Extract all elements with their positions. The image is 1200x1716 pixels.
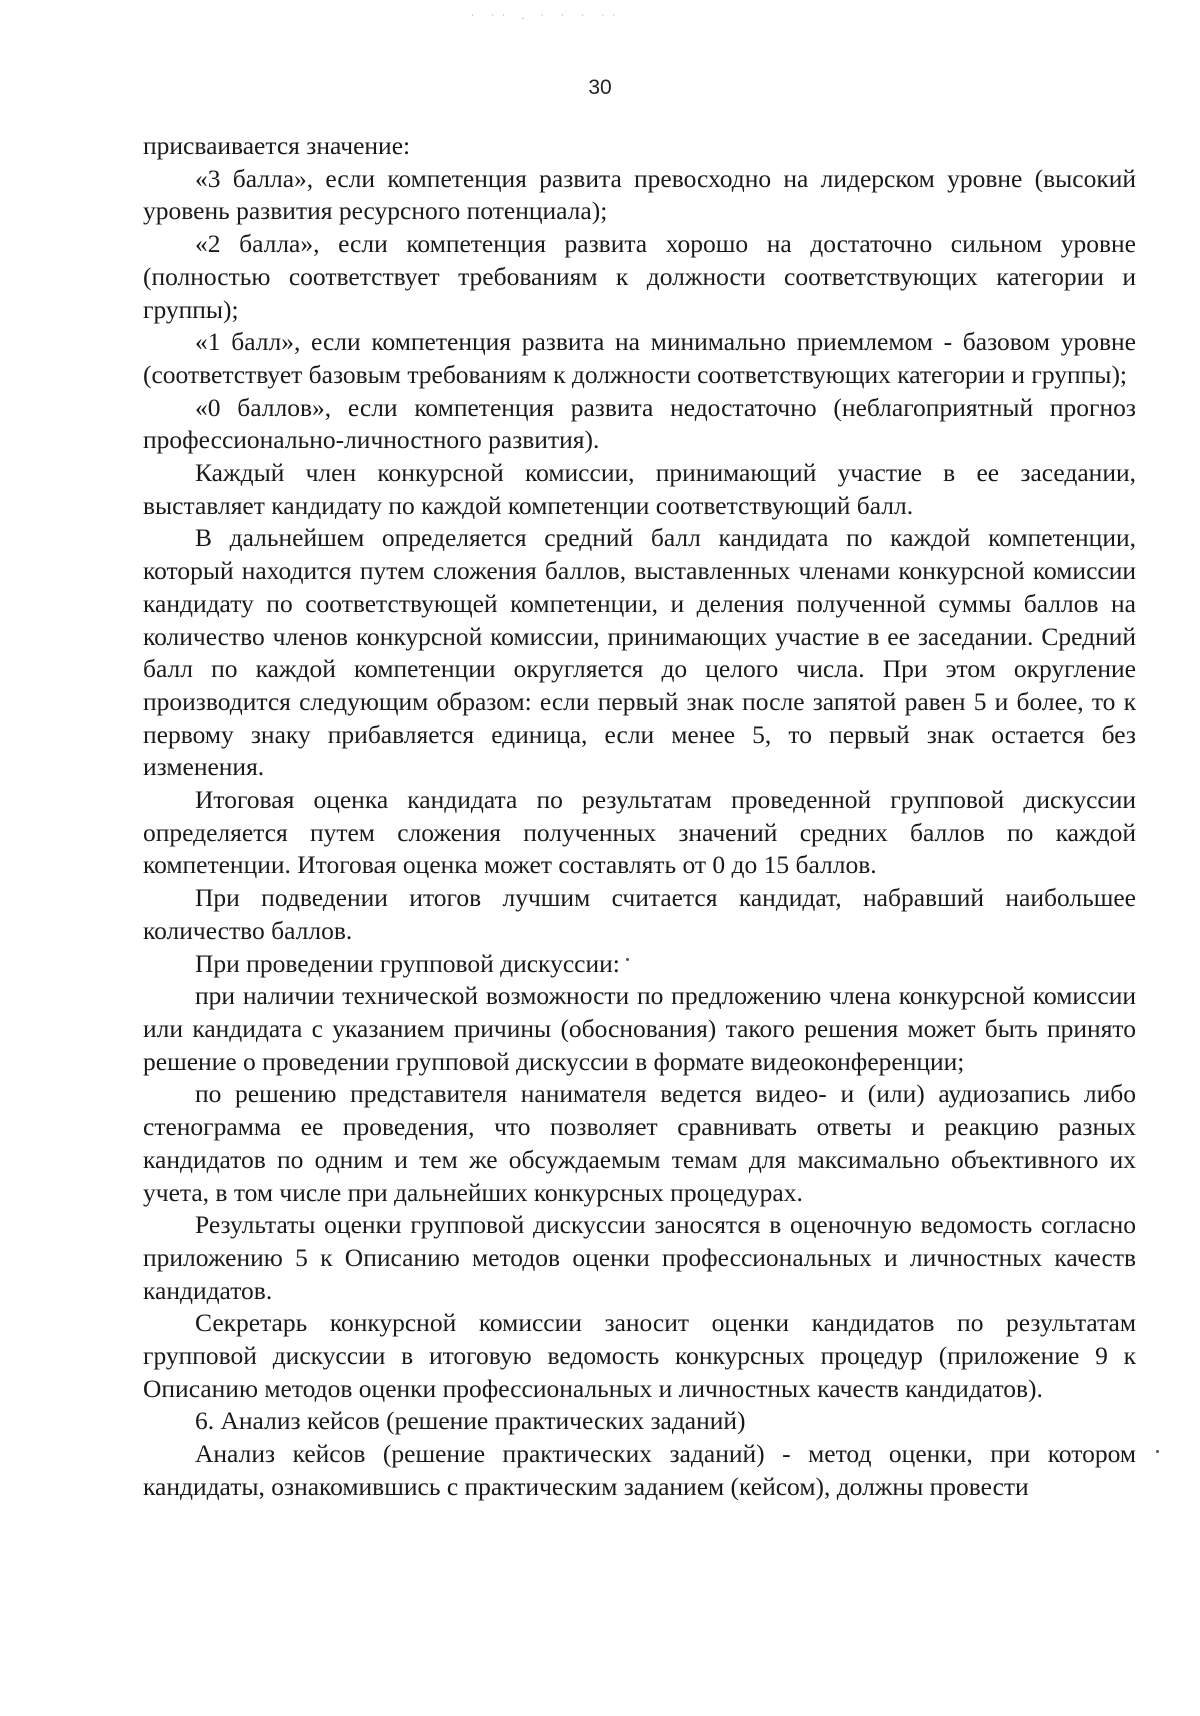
document-body (143, 130, 1136, 1504)
paragraph: Итоговая оценка кандидата по результатам проведенной групповой дискуссии определяется путем сложения полученных значений средних баллов по каждой компетенции. Итоговая оценка может составлять от 0 до 15 баллов. (143, 785, 1136, 880)
paragraph: «3 балла», если компетенция развита превосходно на лидерском уровне (высокий уровень развития ресурсного потенциала); (143, 163, 1136, 226)
paragraph: При проведении групповой дискуссии: (195, 948, 620, 978)
scan-dot (626, 958, 629, 961)
paragraph: Секретарь конкурсной комиссии заносит оценки кандидатов по результатам групповой дискуссии в итоговую ведомость конкурсных процедур (приложение 9 к Описанию методов оценки профессиональных и личностных качеств кандидатов). (143, 1308, 1136, 1403)
paragraph: Анализ кейсов (решение практических заданий) - метод оценки, при котором кандидаты, ознакомившись с практическим заданием (кейсом), должны провести (143, 1439, 1136, 1501)
paragraph: Результаты оценки групповой дискуссии заносятся в оценочную ведомость согласно приложению 5 к Описанию методов оценки профессиональных и личностных качеств кандидатов. (143, 1210, 1136, 1305)
page-number: 30 (588, 76, 612, 99)
paragraph: присваивается значение: (143, 131, 411, 160)
paragraph: «1 балл», если компетенция развита на минимально приемлемом - базовом уровне (соответствует базовым требованиям к должности соответствующих категории и группы); (143, 327, 1136, 389)
paragraph: В дальнейшем определяется средний балл кандидата по каждой компетенции, который находится путем сложения баллов, выставленных членами конкурсной комиссии кандидату по соответствующей компетенции, и деления полученной суммы баллов на количество членов конкурсной комиссии, принимающих участие в ее заседании. Средний балл по каждой компетенции округляется до целого числа. При этом округление производится следующим образом: если первый знак после запятой равен 5 и более, то к первому знаку прибавляется единица, если менее 5, то первый знак остается без изменения. (143, 523, 1136, 782)
scan-dot (1156, 1450, 1159, 1453)
paragraph: «0 баллов», если компетенция развита недостаточно (неблагоприятный прогноз профессионально-личностного развития). (143, 392, 1136, 455)
section-heading: 6. Анализ кейсов (решение практических заданий) (195, 1406, 746, 1436)
paragraph: по решению представителя нанимателя ведется видео- и (или) аудиозапись либо стенограмма ее проведения, что позволяет сравнивать ответы и реакцию разных кандидатов по одним и тем же обсуждаемым темам для максимально объективного их учета, в том числе при дальнейших конкурсных процедурах. (143, 1079, 1136, 1207)
paragraph: при наличии технической возможности по предложению члена конкурсной комиссии или кандидата с указанием причины (обоснования) такого решения может быть принято решение о проведении групповой дискуссии в формате видеоконференции; (143, 981, 1136, 1076)
scan-artifact: ˙ ˙˙ · ˙ ˙ ˙ ˙˙ (470, 14, 623, 25)
paragraph: При подведении итогов лучшим считается кандидат, набравший наибольшее количество баллов. (143, 883, 1136, 945)
paragraph: «2 балла», если компетенция развита хорошо на достаточно сильном уровне (полностью соответствует требованиям к должности соответствующих категории и группы); (143, 229, 1136, 324)
paragraph: Каждый член конкурсной комиссии, принимающий участие в ее заседании, выставляет кандидату по каждой компетенции соответствующий балл. (143, 458, 1136, 520)
